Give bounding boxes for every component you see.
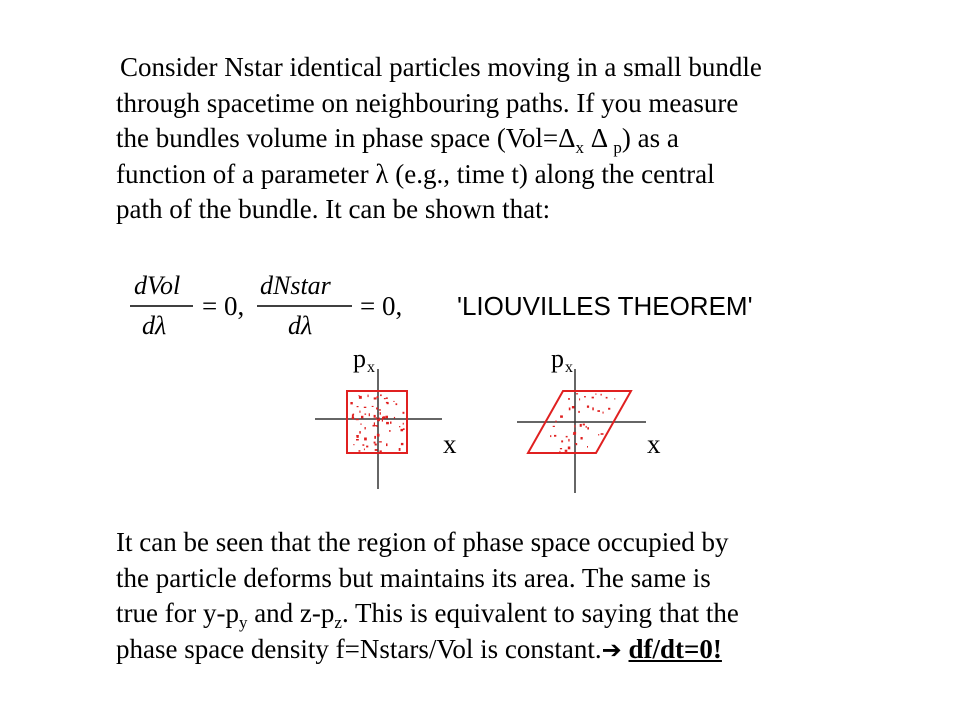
particle-dot — [374, 436, 376, 439]
particle-dot — [572, 406, 575, 408]
delta-sub-x: x — [575, 138, 585, 157]
delta-symbol: Δ — [558, 123, 576, 153]
particle-dot — [380, 450, 382, 453]
particle-dot — [384, 398, 386, 399]
sub-y: y — [238, 613, 248, 632]
particle-dot — [364, 407, 367, 408]
right-x-axis-label: x — [647, 429, 661, 459]
particle-dot — [576, 393, 578, 394]
particle-dot — [399, 448, 401, 451]
particle-dot — [372, 406, 374, 407]
particle-dot — [374, 415, 376, 418]
fraction1-numerator: dVol — [134, 271, 181, 300]
particle-dot — [386, 397, 388, 399]
particle-dot — [356, 439, 359, 441]
particle-dot — [586, 426, 587, 428]
intro-line-1: Consider Nstar identical particles moving in a small bundle — [120, 52, 762, 82]
particle-dot — [580, 424, 582, 427]
particle-dot — [568, 447, 571, 450]
particle-dot — [603, 412, 604, 414]
intro-line-4: function of a parameter λ (e.g., time t) along the central — [116, 158, 715, 189]
conclusion-line-3: true for $y-p_y$ and $z-p_z$. This is equivalent to saying that the — [116, 598, 739, 632]
particle-dot — [396, 403, 398, 405]
particle-dot — [360, 424, 362, 425]
particle-dot — [379, 409, 381, 411]
particle-dot — [401, 429, 404, 431]
particle-dot — [550, 435, 551, 437]
particle-dot — [375, 425, 378, 426]
particle-dot — [608, 408, 610, 410]
theorem-label: 'LIOUVILLES THEOREM' — [457, 291, 753, 321]
equals-zero-2: = 0, — [360, 291, 403, 321]
particle-dot — [357, 435, 359, 438]
particle-dot — [359, 411, 360, 413]
left-x-axis-label: x — [443, 429, 457, 459]
left-phase-plot — [315, 345, 457, 489]
particle-dot — [376, 417, 377, 420]
particle-dot — [576, 443, 577, 445]
particle-dot — [386, 443, 388, 446]
particle-dot — [568, 439, 569, 442]
particle-dot — [386, 402, 388, 403]
particle-dot — [353, 444, 354, 445]
particle-dot — [380, 412, 381, 415]
right-y-axis-sub: x — [565, 359, 573, 376]
particle-dot — [350, 402, 352, 404]
particle-dot — [382, 419, 383, 422]
particle-dot — [365, 427, 366, 429]
particle-dot — [598, 434, 599, 436]
particle-dot — [565, 450, 568, 452]
particle-dot — [379, 441, 382, 442]
right-phase-plot — [517, 345, 661, 493]
fraction2-numerator: dNstar — [260, 271, 331, 300]
intro-line-3: the bundles volume in phase space ($Vol=\Delta_x$ Δ $_p$) as a — [116, 123, 679, 157]
particle-dot — [359, 450, 361, 452]
particle-dot — [606, 397, 608, 399]
particle-dot — [359, 396, 362, 399]
particle-dot — [401, 443, 404, 445]
particle-dot — [383, 416, 386, 418]
particle-dot — [376, 408, 378, 410]
particle-dot — [578, 411, 580, 413]
particle-dot — [377, 434, 380, 437]
conclusion-line-1: It can be seen that the region of phase space occupied by — [116, 527, 729, 557]
particle-dot — [356, 419, 359, 420]
particle-dot — [377, 396, 379, 398]
particle-dot — [597, 410, 600, 412]
particle-dot — [366, 446, 368, 448]
equals-zero-1: = 0, — [202, 291, 245, 321]
particle-dot — [362, 444, 364, 446]
particle-dot — [389, 430, 391, 432]
particle-dot — [555, 421, 556, 423]
particle-dot — [587, 406, 589, 408]
particle-dot — [403, 412, 405, 414]
particle-dot — [365, 414, 367, 415]
particle-dot — [583, 424, 585, 426]
particle-dot — [566, 436, 568, 438]
intro-line-2: through spacetime on neighbouring paths. If you measure — [116, 87, 739, 118]
particle-dot — [373, 425, 375, 427]
particle-dot — [601, 433, 604, 435]
particle-dot — [394, 417, 395, 418]
particle-dot — [553, 426, 555, 427]
particle-dot — [560, 415, 563, 417]
right-arrow-icon: ➔ — [601, 635, 622, 664]
particle-dot — [352, 414, 354, 417]
particle-dot — [569, 408, 571, 411]
fraction1-denominator: dλ — [142, 311, 167, 338]
conclusion-line-4: phase space density f=Nstars/Vol is constant.➔ df/dt=0! — [116, 633, 722, 664]
liouville-equation — [130, 268, 830, 338]
particle-dot — [358, 395, 359, 396]
particle-dot — [592, 397, 594, 399]
particle-dot — [581, 437, 583, 440]
particle-dot — [592, 407, 594, 410]
particle-dot — [390, 422, 392, 424]
left-y-axis-label: p — [353, 345, 366, 373]
particle-dot — [380, 394, 382, 396]
conclusion-paragraph — [116, 525, 906, 668]
sub-z: z — [334, 613, 342, 632]
particle-dot — [579, 398, 580, 400]
particle-dot — [364, 438, 367, 441]
delta-sub-p: p — [613, 138, 622, 157]
particle-dot — [568, 398, 570, 400]
particle-dot — [386, 422, 389, 424]
particle-dot — [584, 396, 586, 397]
particle-dot — [368, 395, 369, 398]
particle-dot — [369, 413, 370, 416]
particle-dot — [357, 406, 359, 407]
particle-dot — [403, 423, 404, 425]
delta-symbol: Δ — [590, 123, 607, 153]
particle-dot — [399, 426, 400, 427]
particle-dot — [614, 398, 615, 399]
particle-dot — [374, 442, 376, 444]
particle-dot — [601, 394, 602, 396]
particle-dot — [386, 416, 389, 419]
intro-line-5: path of the bundle. It can be shown that: — [116, 194, 551, 224]
particle-dot — [587, 446, 588, 448]
particle-dot — [374, 397, 377, 399]
particle-dot — [554, 435, 556, 437]
right-y-axis-label: p — [551, 345, 564, 373]
particle-dot — [375, 449, 378, 451]
particle-dot — [560, 448, 562, 449]
particle-dot — [573, 434, 576, 435]
particle-dot — [561, 440, 563, 442]
particle-dot — [393, 401, 394, 402]
left-square-region — [347, 391, 407, 453]
particle-dot — [574, 425, 575, 428]
conclusion-line-2: the particle deforms but maintains its area. The same is — [116, 562, 711, 593]
particle-dot — [377, 419, 380, 421]
particle-dot — [359, 431, 361, 434]
intro-paragraph — [116, 50, 906, 228]
particle-dot — [595, 393, 596, 394]
particle-dot — [587, 427, 589, 429]
particle-dot — [374, 422, 375, 425]
phase-space-diagram — [300, 345, 700, 495]
particle-dot — [375, 444, 377, 446]
fraction2-denominator: dλ — [288, 311, 313, 338]
particle-dot — [559, 451, 560, 452]
left-y-axis-sub: x — [367, 359, 375, 376]
particle-dot — [361, 416, 363, 419]
particle-dot — [403, 428, 405, 430]
conclusion-equation: df/dt=0! — [628, 633, 722, 664]
lambda-symbol: λ — [375, 158, 389, 189]
particle-dot — [364, 449, 365, 451]
